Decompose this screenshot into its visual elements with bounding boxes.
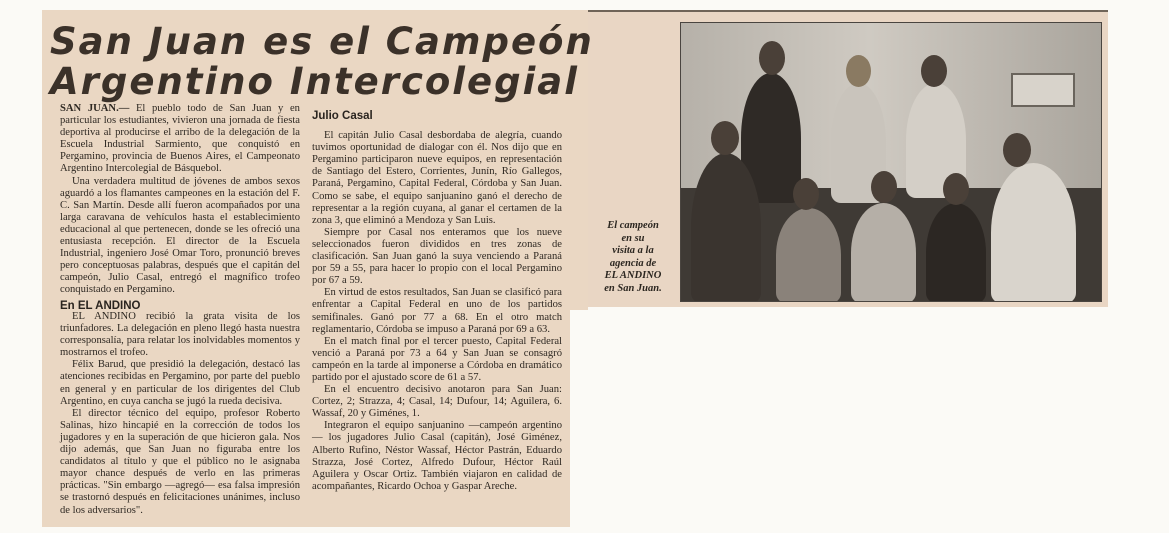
article-column-2	[312, 107, 562, 493]
dateline: SAN JUAN.—	[60, 103, 130, 114]
photo-person-head	[846, 55, 871, 87]
photo-person-head	[711, 121, 739, 155]
paragraph: El capitán Julio Casal desbordaba de alegría, cuando tuvimos oportunidad de dialogar con él. Nos dijo que en Pergamino participaron nueve equipos, en representación de Santiago del Estero, Corrientes, Junín, Río Gallegos, Paraná, Pergamino, Capital Federal, Córdoba y San Juan. Como se sabe, el equipo sanjuanino ganó el derecho de representar a la región cuyana, al ganar el certamen de la zona 3, que eliminó a Mendoza y San Luis.	[312, 130, 562, 226]
article-column-1-continued	[60, 311, 300, 517]
paragraph: En virtud de estos resultados, San Juan se clasificó para enfrentar a Capital Federal en uno de los partidos semifinales. Ganó por 77 a 68. En el otro match reglamentario, Córdoba se impuso a Paraná por 69 a 63.	[312, 287, 562, 335]
paragraph: El director técnico del equipo, profesor Roberto Salinas, hizo hincapié en la corrección de todos los jugadores y en la superación de que hicieron gala. Nos dijo además, que San Juan no figuraba entre los candidatos al título y que el público no le asignaba mayor chance después de verlo en las primeras prácticas. "Sin embargo —agregó— esa falsa impresión se trastornó después en felicitaciones unánimes, incluso de los adversarios".	[60, 407, 300, 516]
photo-person	[851, 203, 916, 302]
paragraph: Siempre por Casal nos enteramos que los nueve seleccionados fueron divididos en tres zonas de clasificación. San Juan ganó la suya venciendo a Paraná por 59 a 55, para hacer lo propio con el local Pergamino por 67 a 59.	[312, 226, 562, 287]
caption-line: EL ANDINO	[604, 270, 662, 281]
paragraph: Integraron el equipo sanjuanino —campeón argentino— los jugadores Julio Casal (capitán), José Giménez, Alberto Rufino, Néstor Wassaf, Héctor Pastrán, Eduardo Strazza, José Cortez, Alfredo Dufour, Héctor Raúl Aguilera y Oscar Ortiz. También viajaron en calidad de acompañantes, Ricardo Ochoa y Gaspar Areche.	[312, 420, 562, 492]
paragraph: EL ANDINO recibió la grata visita de los triunfadores. La delegación en pleno llegó hasta nuestra corresponsalía, para relatar los inolvidables momentos y mostrarnos el trofeo.	[60, 311, 300, 359]
team-photo	[680, 22, 1102, 302]
paragraph: Félix Barud, que presidió la delegación, destacó las atenciones recibidas en Pergamino, por parte del pueblo en general y en particular de los dirigentes del Club Argentino, en cuya cancha se jugó la rueda decisiva.	[60, 359, 300, 407]
photo-person-head	[793, 178, 819, 210]
subhead-julio-casal: Julio Casal	[312, 110, 373, 122]
paragraph: Una verdadera multitud de jóvenes de ambos sexos aguardó a los flamantes campeones en la estación del F. C. San Martín. Desde allí fueron acompañados por una larga caravana de vehículos hasta el establecimiento educacional al que pertenecen, donde se les ofreció una entusiasta recepción. El director de la Escuela Industrial, ingeniero José Omar Toro, pronunció breves pero conceptuosas palabras, después que el capitán del campeón, Julio Casal, entregó el magnífico trofeo conquistado en Pergamino.	[60, 175, 300, 296]
caption-line: en su	[621, 232, 645, 244]
article-column-1	[60, 103, 300, 320]
photo-person	[691, 153, 761, 302]
photo-person	[926, 203, 986, 302]
photo-wall-frame	[1011, 73, 1075, 107]
paragraph-text: El pueblo todo de San Juan y en particular los estudiantes, vivieron una jornada de fiesta deportiva al producirse el arribo de la delegación de la Escuela Industrial Sarmiento, que conquistó en Pergamino, provincia de Buenos Aires, el Campeonato Argentino Intercolegial de Básquebol.	[60, 103, 300, 175]
photo-person-head	[943, 173, 969, 205]
paragraph: En el encuentro decisivo anotaron para San Juan: Cortez, 2; Strazza, 4; Casal, 14; Dufour, 14; Aguilera, 6. Wassaf, 20 y Giménes, 1.	[312, 384, 562, 420]
photo-caption	[592, 220, 674, 295]
photo-person-head	[1003, 133, 1031, 167]
photo-person	[776, 208, 841, 302]
headline-line-1: San Juan es el Campeón	[50, 20, 594, 63]
paragraph: En el match final por el tercer puesto, Capital Federal venció a Paraná por 73 a 64 y San Juan se consagró campeón en la tarde al imponerse a Córdoba en dramático partido por el ajustado score de 61 a 57.	[312, 335, 562, 383]
caption-line: El campeón	[607, 220, 659, 231]
paragraph-intro	[60, 103, 300, 176]
subhead-el-andino: En EL ANDINO	[60, 299, 141, 312]
photo-person-head	[921, 55, 947, 87]
caption-line: agencia de	[609, 257, 657, 269]
headline-line-2: Argentino Intercolegial	[50, 60, 579, 103]
caption-line: visita a la	[612, 245, 654, 256]
caption-line: en San Juan.	[604, 282, 662, 294]
photo-person-head	[759, 41, 785, 75]
photo-person-head	[871, 171, 897, 203]
photo-person	[991, 163, 1076, 302]
